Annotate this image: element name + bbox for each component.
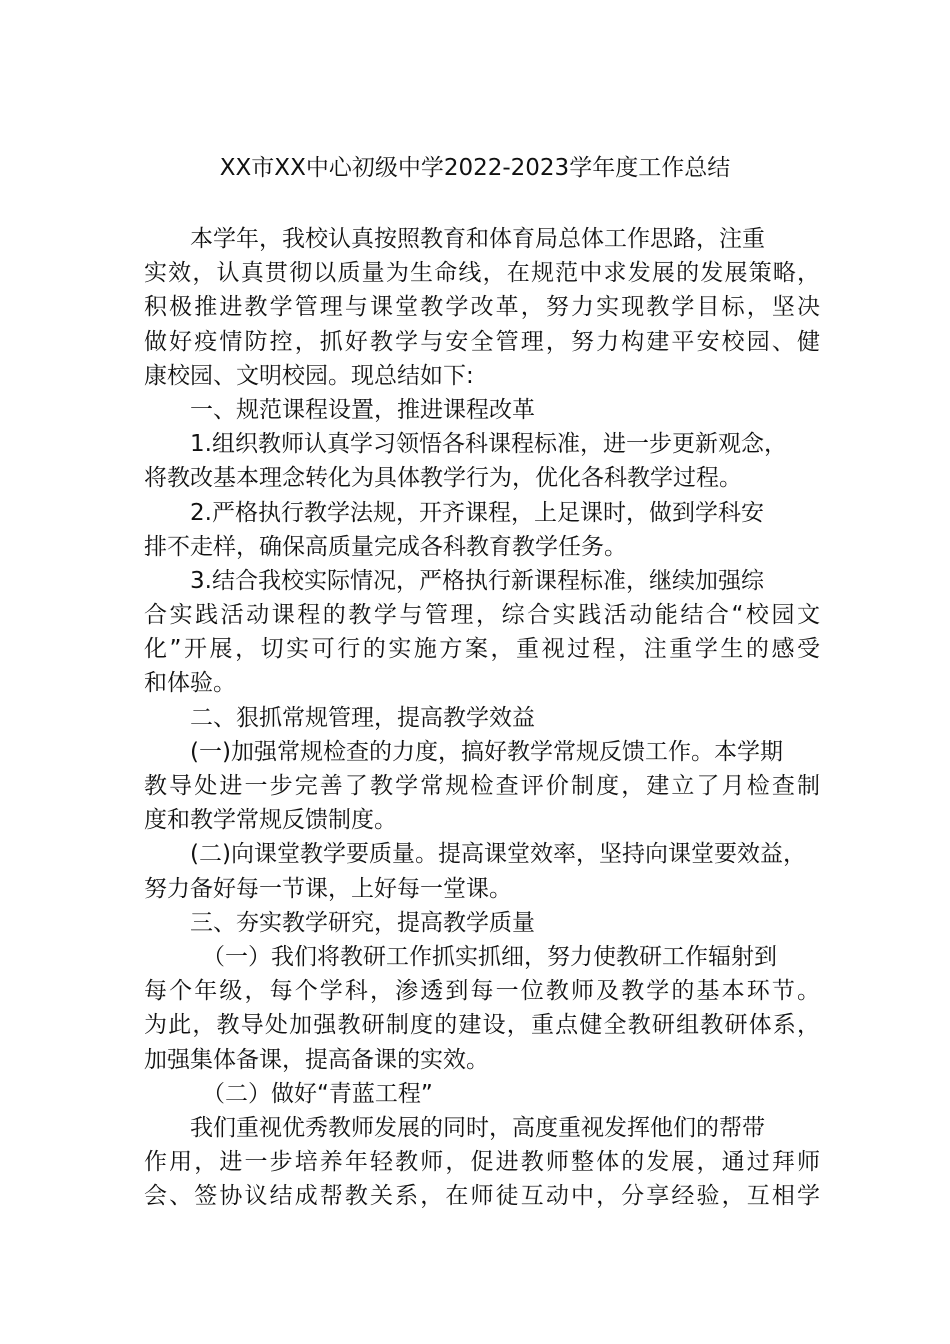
document-body [144, 222, 820, 1213]
paragraph-line: 作用，进一步培养年轻教师，促进教师整体的发展，通过拜师 [144, 1149, 820, 1176]
paragraph-line: (二)向课堂教学要质量。提高课堂效率，坚持向课堂要效益， [190, 841, 806, 868]
paragraph-line: 化”开展，切实可行的实施方案，重视过程，注重学生的感受 [144, 636, 820, 663]
section-heading: 三、夯实教学研究，提高教学质量 [190, 909, 535, 936]
paragraph-line: 3.结合我校实际情况，严格执行新课程标准，继续加强综 [190, 567, 764, 594]
document-title: XX市XX中心初级中学2022-2023学年度工作总结 [219, 155, 731, 181]
paragraph-line: 做好疫情防控，抓好教学与安全管理，努力构建平安校园、健 [144, 328, 820, 355]
paragraph-line: 度和教学常规反馈制度。 [144, 807, 397, 834]
paragraph-line: 1.组织教师认真学习领悟各科课程标准，进一步更新观念， [190, 431, 787, 458]
paragraph-line: 合实践活动课程的教学与管理，综合实践活动能结合“校园文 [144, 602, 820, 629]
paragraph-line: 排不走样，确保高质量完成各科教育教学任务。 [144, 533, 627, 560]
paragraph-line: 和体验。 [144, 670, 236, 697]
paragraph-line: 我们重视优秀教师发展的同时，高度重视发挥他们的帮带 [190, 1114, 765, 1141]
section-heading: 一、规范课程设置，推进课程改革 [190, 396, 535, 423]
paragraph-line: 将教改基本理念转化为具体教学行为，优化各科教学过程。 [144, 465, 742, 492]
paragraph-line: 积极推进教学管理与课堂教学改革，努力实现教学目标，坚决 [144, 294, 820, 321]
paragraph-line: 教导处进一步完善了教学常规检查评价制度，建立了月检查制 [144, 773, 820, 799]
paragraph-line: 努力备好每一节课，上好每一堂课。 [144, 875, 512, 902]
section-heading: 二、狠抓常规管理，提高教学效益 [190, 704, 535, 731]
paragraph-line: 会、签协议结成帮教关系，在师徒互动中，分享经验，互相学 [144, 1183, 820, 1210]
paragraph-line: (一)加强常规检查的力度，搞好教学常规反馈工作。本学期 [190, 738, 783, 765]
paragraph-line: 每个年级，每个学科，渗透到每一位教师及教学的基本环节。 [144, 978, 820, 1005]
paragraph-line: 加强集体备课，提高备课的实效。 [144, 1046, 489, 1073]
paragraph-line: 实效，认真贯彻以质量为生命线，在规范中求发展的发展策略， [144, 260, 820, 287]
paragraph-line: 为此，教导处加强教研制度的建设，重点健全教研组教研体系， [144, 1012, 820, 1039]
paragraph-line: 本学年，我校认真按照教育和体育局总体工作思路，注重 [190, 226, 765, 252]
paragraph-line: 2.严格执行教学法规，开齐课程，上足课时，做到学科安 [190, 499, 764, 526]
paragraph-line: 康校园、文明校园。现总结如下: [144, 362, 474, 389]
subsection-heading: （二）做好“青蓝工程” [202, 1080, 433, 1107]
paragraph-line: （一）我们将教研工作抓实抓细，努力使教研工作辐射到 [202, 943, 777, 970]
